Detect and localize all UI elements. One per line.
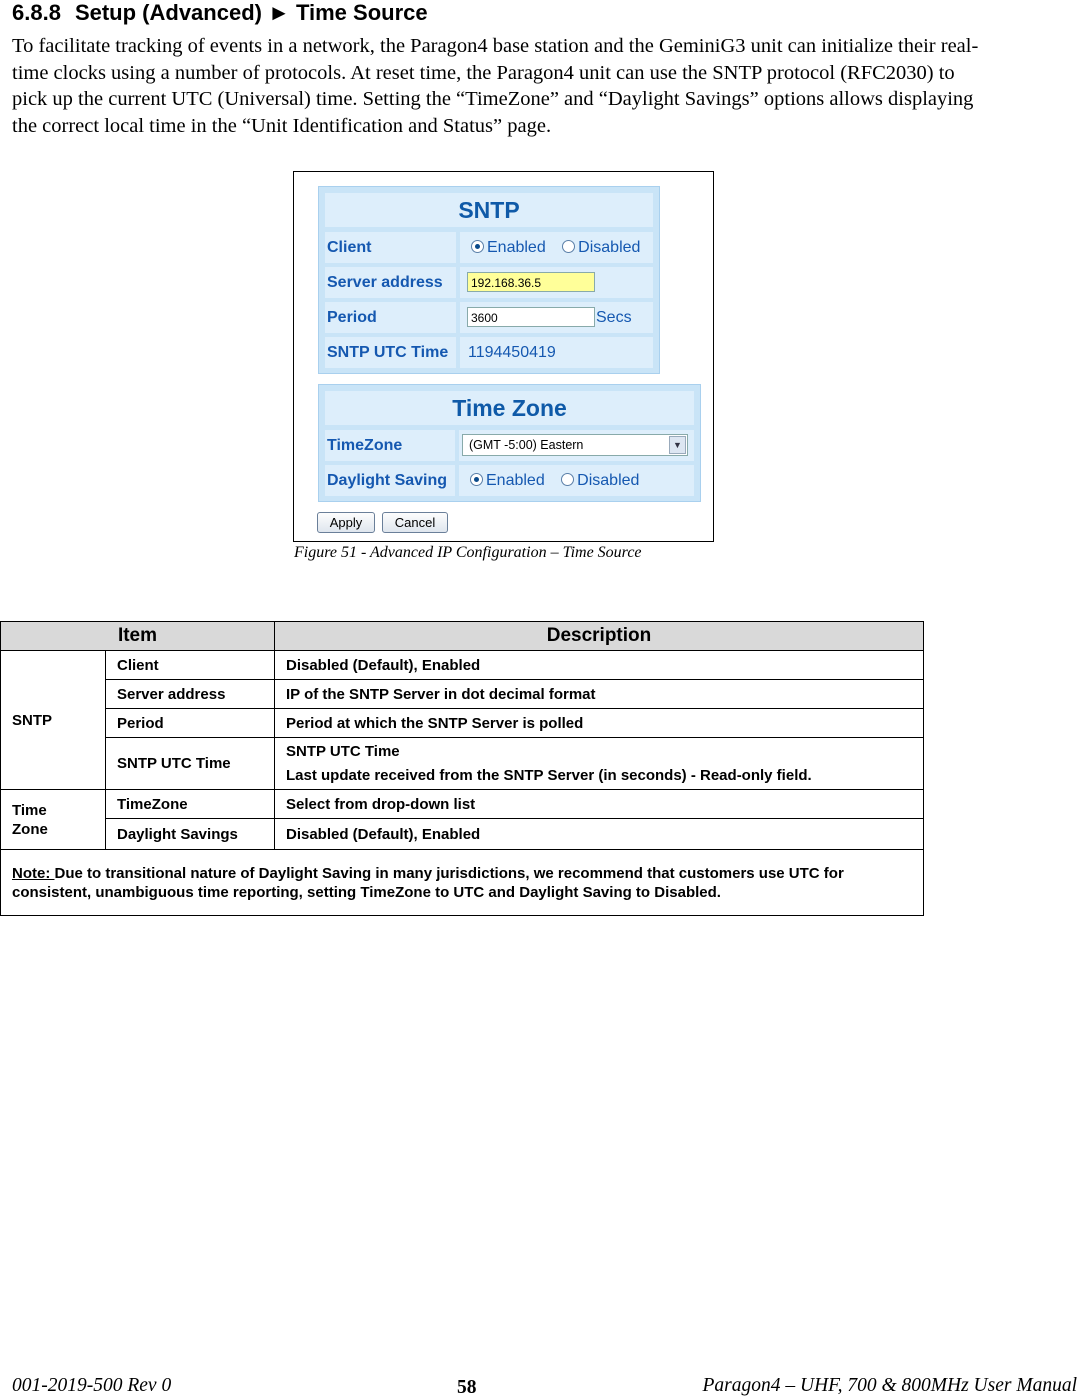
timezone-panel: [318, 384, 701, 502]
row-desc: SNTP UTC Time: [286, 742, 400, 760]
daylight-radio-group: [459, 465, 694, 496]
row-desc: Period at which the SNTP Server is polled: [275, 709, 924, 738]
daylight-saving-label: Daylight Saving: [325, 465, 455, 496]
sntp-panel-title: SNTP: [325, 193, 653, 227]
intro-text: To facilitate tracking of events in a network, the Paragon4 base station and the GeminiG3 unit can initialize their real-time clocks using a number of protocols. At reset time, the Paragon4 unit can use the SNTP protocol (RFC2030) to pick up the current UTC (Universal) time. Setting the “TimeZone” and “Daylight Savings” options allows displaying the correct local time in the “Unit Identification and Status” page.: [12, 35, 979, 137]
radio-selected-icon[interactable]: [470, 473, 483, 486]
sntp-period-row: [325, 302, 653, 333]
sntp-utc-row: [325, 337, 653, 368]
description-table: [0, 621, 924, 916]
timezone-label: TimeZone: [325, 430, 455, 461]
utc-time-value: 1194450419: [460, 337, 653, 368]
group-sntp: SNTP: [1, 651, 106, 790]
daylight-enabled-label: Enabled: [486, 472, 545, 489]
row-item: Server address: [106, 680, 275, 709]
note-label: Note:: [12, 864, 55, 882]
table-header-row: [1, 622, 924, 651]
server-address-label: Server address: [325, 267, 456, 298]
apply-button[interactable]: Apply: [317, 512, 375, 533]
server-address-input[interactable]: 192.168.36.5: [467, 272, 595, 292]
utc-time-label: SNTP UTC Time: [325, 337, 456, 368]
client-disabled-label: Disabled: [578, 239, 641, 256]
daylight-disabled-option[interactable]: [561, 465, 639, 496]
time-source-figure: [293, 171, 714, 542]
period-cell: [460, 302, 653, 333]
row-desc: Disabled (Default), Enabled: [275, 819, 924, 850]
row-item: TimeZone: [106, 790, 275, 819]
radio-selected-icon[interactable]: [471, 240, 484, 253]
footer-manual-title: Paragon4 – UHF, 700 & 800MHz User Manual: [702, 1375, 1077, 1396]
header-item: Item: [1, 622, 275, 651]
table-row: [1, 709, 924, 738]
daylight-saving-row: [325, 465, 694, 496]
table-row: [1, 680, 924, 709]
cancel-button[interactable]: Cancel: [382, 512, 448, 533]
chevron-down-icon[interactable]: ▼: [669, 436, 686, 454]
group-timezone-line2: Zone: [12, 820, 48, 838]
row-item: Period: [106, 709, 275, 738]
row-desc: Select from drop-down list: [275, 790, 924, 819]
table-row: [1, 790, 924, 819]
figure-caption: Figure 51 - Advanced IP Configuration – Time Source: [294, 544, 642, 561]
row-item: Client: [106, 651, 275, 680]
daylight-disabled-label: Disabled: [577, 472, 640, 489]
client-label: Client: [325, 232, 456, 263]
period-label: Period: [325, 302, 456, 333]
table-row: [1, 651, 924, 680]
note-text: Due to transitional nature of Daylight Saving in many jurisdictions, we recommend that customers use UTC for consistent, unambiguous time reporting, setting TimeZone to UTC and Daylight Saving to Disabled.: [12, 864, 844, 901]
footer-page-number: 58: [457, 1377, 477, 1398]
radio-unselected-icon[interactable]: [561, 473, 574, 486]
timezone-select[interactable]: [462, 434, 688, 456]
table-note: [1, 850, 924, 916]
timezone-panel-title: Time Zone: [325, 391, 694, 425]
client-enabled-label: Enabled: [487, 239, 546, 256]
timezone-cell: [459, 430, 694, 461]
group-timezone: [1, 790, 106, 850]
sntp-panel: [318, 186, 660, 374]
client-enabled-option[interactable]: [471, 232, 546, 263]
section-title: Setup (Advanced) ► Time Source: [74, 0, 428, 25]
table-row: [1, 819, 924, 850]
group-timezone-line1: Time: [12, 801, 47, 819]
sntp-server-row: [325, 267, 653, 298]
period-unit: Secs: [596, 309, 632, 326]
table-note-row: [1, 850, 924, 916]
timezone-selected-value: (GMT -5:00) Eastern: [469, 438, 584, 452]
row-desc: IP of the SNTP Server in dot decimal format: [275, 680, 924, 709]
header-description: Description: [275, 622, 924, 651]
row-desc-detail: Last update received from the SNTP Server (in seconds) - Read-only field.: [286, 766, 812, 784]
table-row: [1, 738, 924, 790]
daylight-enabled-option[interactable]: [470, 465, 545, 496]
client-radio-group: [460, 232, 653, 263]
row-item: Daylight Savings: [106, 819, 275, 850]
timezone-row: [325, 430, 694, 461]
radio-unselected-icon[interactable]: [562, 240, 575, 253]
sntp-client-row: [325, 232, 653, 263]
server-address-cell: [460, 267, 653, 298]
client-disabled-option[interactable]: [562, 232, 640, 263]
section-heading: [12, 0, 428, 26]
row-item: SNTP UTC Time: [106, 738, 275, 790]
footer-doc-number: 001-2019-500 Rev 0: [12, 1375, 172, 1396]
row-desc: Disabled (Default), Enabled: [275, 651, 924, 680]
period-input[interactable]: 3600: [467, 307, 595, 327]
row-desc-multiline: [275, 738, 924, 790]
section-number: 6.8.8: [12, 0, 61, 25]
intro-paragraph: [12, 33, 992, 139]
